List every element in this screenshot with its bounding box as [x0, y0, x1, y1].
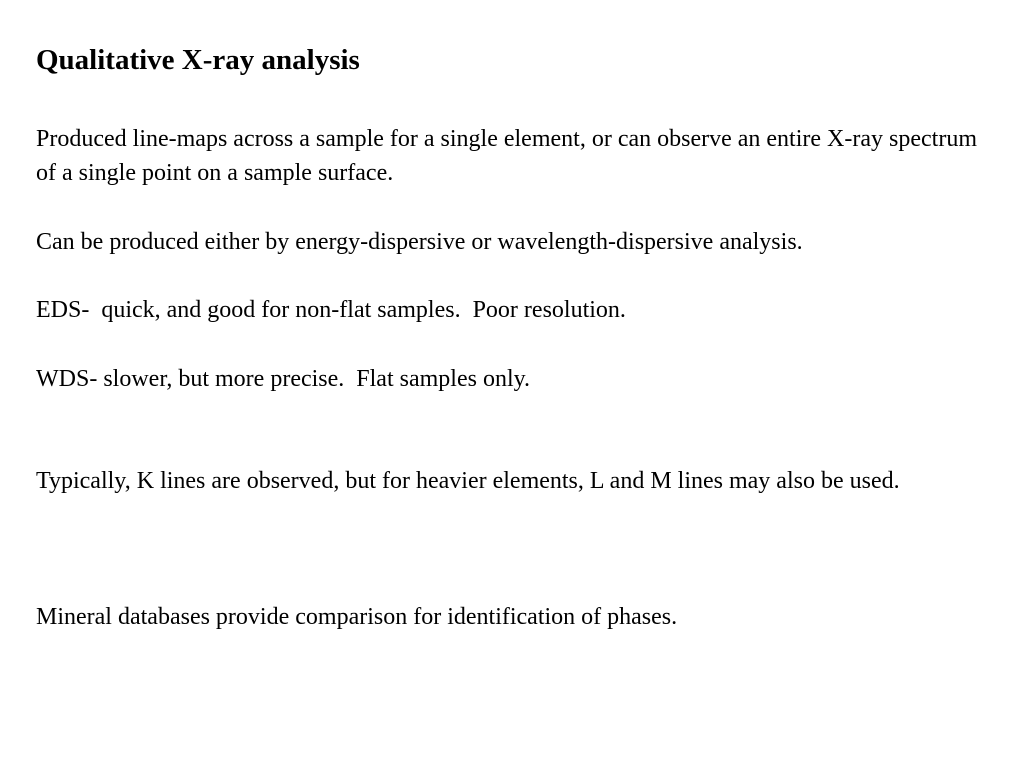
slide-title: Qualitative X-ray analysis: [36, 44, 360, 76]
paragraph-wds: WDS- slower, but more precise. Flat samples only.: [36, 366, 531, 392]
paragraph-eds: EDS- quick, and good for non-flat samples. Poor resolution.: [36, 297, 626, 323]
paragraph-k-lines: Typically, K lines are observed, but for heavier elements, L and M lines may also be used.: [36, 468, 900, 494]
paragraph-mineral-databases: Mineral databases provide comparison for identification of phases.: [36, 604, 678, 630]
paragraph-line-maps: Produced line-maps across a sample for a single element, or can observe an entire X-ray spectrum of a single point on a sample surface.: [36, 126, 983, 186]
paragraph-dispersive-analysis: Can be produced either by energy-dispersive or wavelength-dispersive analysis.: [36, 229, 803, 255]
